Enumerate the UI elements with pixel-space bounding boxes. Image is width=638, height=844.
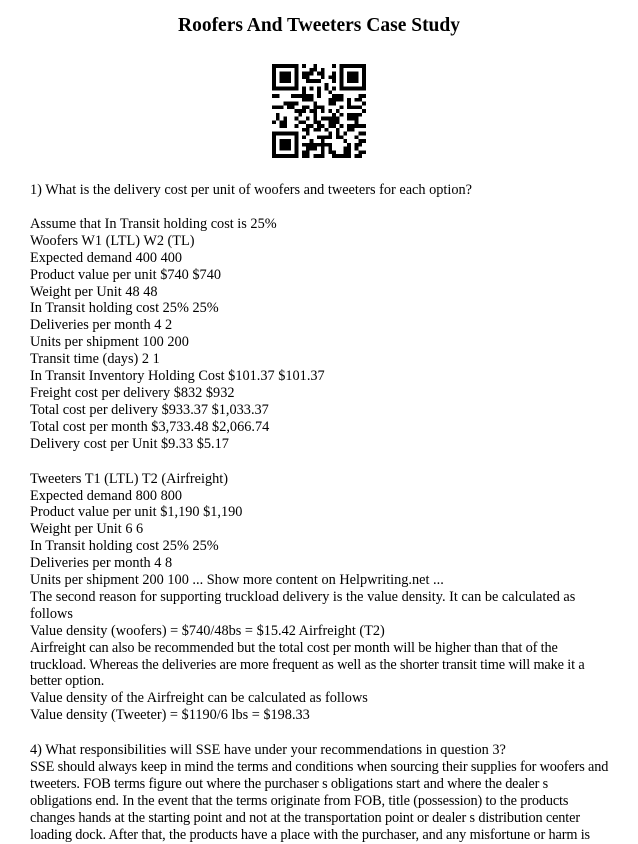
woofer-line: Weight per Unit 48 48 [30,283,158,300]
qr-code-icon [272,64,366,158]
document-body [30,182,610,844]
tweeter-line: Tweeters T1 (LTL) T2 (Airfreight) [30,470,229,487]
question-4: 4) What responsibilities will SSE have under your recommendations in question 3? [30,742,506,759]
value-density-tweeter: Value density (Tweeter) = $1190/6 lbs = $198.33 [30,707,310,724]
tweeter-line: Product value per unit $1,190 $1,190 [30,504,243,521]
woofer-line: Assume that In Transit holding cost is 25% [30,215,277,232]
woofer-line: Total cost per month $3,733.48 $2,066.74 [30,418,270,435]
question-1: 1) What is the delivery cost per unit of woofers and tweeters for each option? [30,182,472,198]
paragraph-airfreight: Airfreight can also be recommended but the total cost per month will be higher than that of the truckload. Whereas the deliveries are more frequent as well as the shorter transit time will make it a better option. [30,639,585,690]
woofer-line: Transit time (days) 2 1 [30,351,160,368]
woofer-line: In Transit holding cost 25% 25% [30,300,219,317]
woofer-line: Units per shipment 100 200 [30,334,189,351]
woofer-line: Product value per unit $740 $740 [30,266,221,283]
tweeter-line: Weight per Unit 6 6 [30,521,144,538]
woofer-line: Deliveries per month 4 2 [30,317,173,334]
tweeter-line: In Transit holding cost 25% 25% [30,538,219,555]
woofer-line: Freight cost per delivery $832 $932 [30,384,235,401]
page-title: Roofers And Tweeters Case Study [177,15,461,36]
woofer-line: Total cost per delivery $933.37 $1,033.37 [30,401,269,418]
tweeter-line: Deliveries per month 4 8 [30,555,173,572]
woofer-line: Delivery cost per Unit $9.33 $5.17 [30,435,229,452]
woofer-line: Expected demand 400 400 [30,249,183,266]
value-density-woofers: Value density (woofers) = $740/48bs = $15.42 Airfreight (T2) [30,622,385,639]
woofer-line: Woofers W1 (LTL) W2 (TL) [30,232,195,249]
woofer-line: In Transit Inventory Holding Cost $101.37 $101.37 [30,368,325,385]
paragraph-truckload: The second reason for supporting truckload delivery is the value density. It can be calculated as follows [30,588,576,622]
tweeter-line: Expected demand 800 800 [30,487,183,504]
paragraph-sse: SSE should always keep in mind the terms and conditions when sourcing their supplies for woofers and tweeters. FOB terms figure out where the purchaser s obligations start and where the dealer s obligations end. In the event that the terms originate from FOB, title (possession) to the products changes hands at the starting point and not at the transportation point or dealer s distribution center loading dock. After that, the products have a place with the purchaser, and any misfortune or harm is [30,759,609,843]
tweeter-line: Units per shipment 200 100 ... Show more content on Helpwriting.net ... [30,572,444,589]
value-density-airfreight-intro: Value density of the Airfreight can be calculated as follows [30,690,368,707]
